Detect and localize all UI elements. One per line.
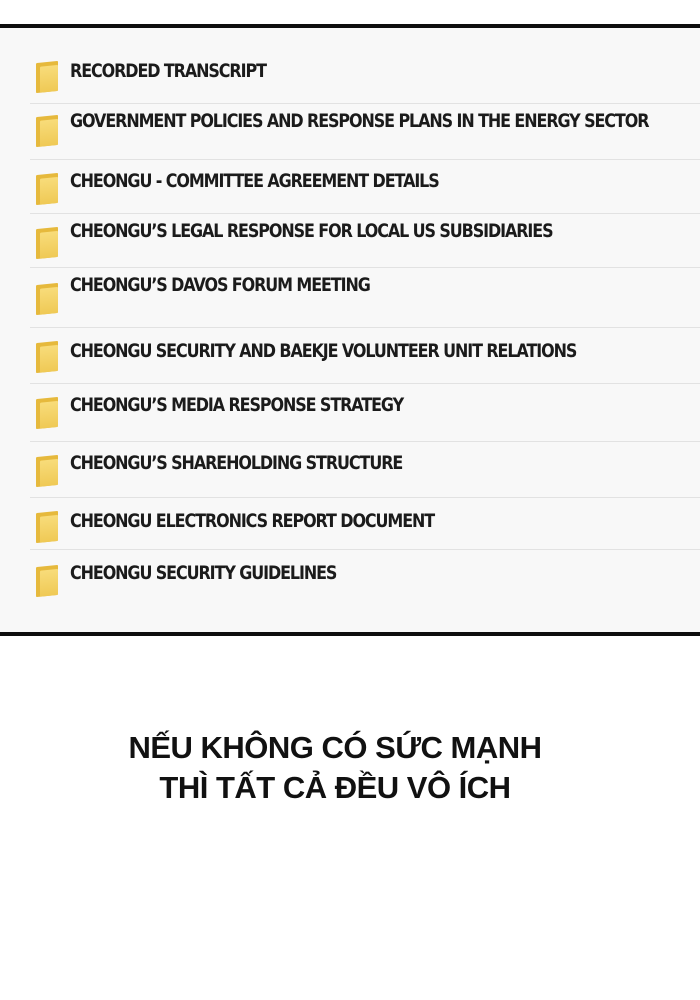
file-row[interactable] [30, 162, 700, 214]
file-label: CHEONGU SECURITY GUIDELINES [70, 562, 337, 584]
folder-icon [36, 61, 58, 93]
file-label: GOVERNMENT POLICIES AND RESPONSE PLANS IN THE ENERGY SECTOR [70, 110, 649, 132]
folder-icon [36, 227, 58, 259]
file-row[interactable] [30, 386, 700, 442]
caption-line-2: THÌ TẤT CẢ ĐỀU VÔ ÍCH [159, 770, 511, 805]
folder-icon [36, 565, 58, 597]
folder-icon [36, 283, 58, 315]
folder-icon [36, 397, 58, 429]
file-row[interactable] [30, 214, 700, 268]
file-row[interactable] [30, 500, 700, 550]
caption-line-1: NẾU KHÔNG CÓ SỨC MẠNH [128, 730, 542, 765]
folder-icon [36, 511, 58, 543]
file-label: RECORDED TRANSCRIPT [70, 60, 266, 82]
file-row[interactable] [30, 270, 700, 328]
file-label: CHEONGU’S LEGAL RESPONSE FOR LOCAL US SUBSIDIARIES [70, 220, 553, 242]
file-explorer-panel [0, 24, 700, 636]
file-row[interactable] [30, 552, 700, 602]
folder-icon [36, 341, 58, 373]
folder-icon [36, 173, 58, 205]
file-label: CHEONGU’S DAVOS FORUM MEETING [70, 274, 370, 296]
file-label: CHEONGU SECURITY AND BAEKJE VOLUNTEER UNIT RELATIONS [70, 340, 577, 362]
folder-icon [36, 115, 58, 147]
caption-text [0, 728, 670, 808]
folder-icon [36, 455, 58, 487]
file-row[interactable] [30, 330, 700, 384]
file-row[interactable] [30, 102, 700, 160]
file-row[interactable] [30, 444, 700, 498]
file-label: CHEONGU’S MEDIA RESPONSE STRATEGY [70, 394, 404, 416]
file-label: CHEONGU’S SHAREHOLDING STRUCTURE [70, 452, 403, 474]
file-row[interactable] [30, 52, 700, 104]
file-label: CHEONGU ELECTRONICS REPORT DOCUMENT [70, 510, 435, 532]
file-label: CHEONGU - COMMITTEE AGREEMENT DETAILS [70, 170, 439, 192]
